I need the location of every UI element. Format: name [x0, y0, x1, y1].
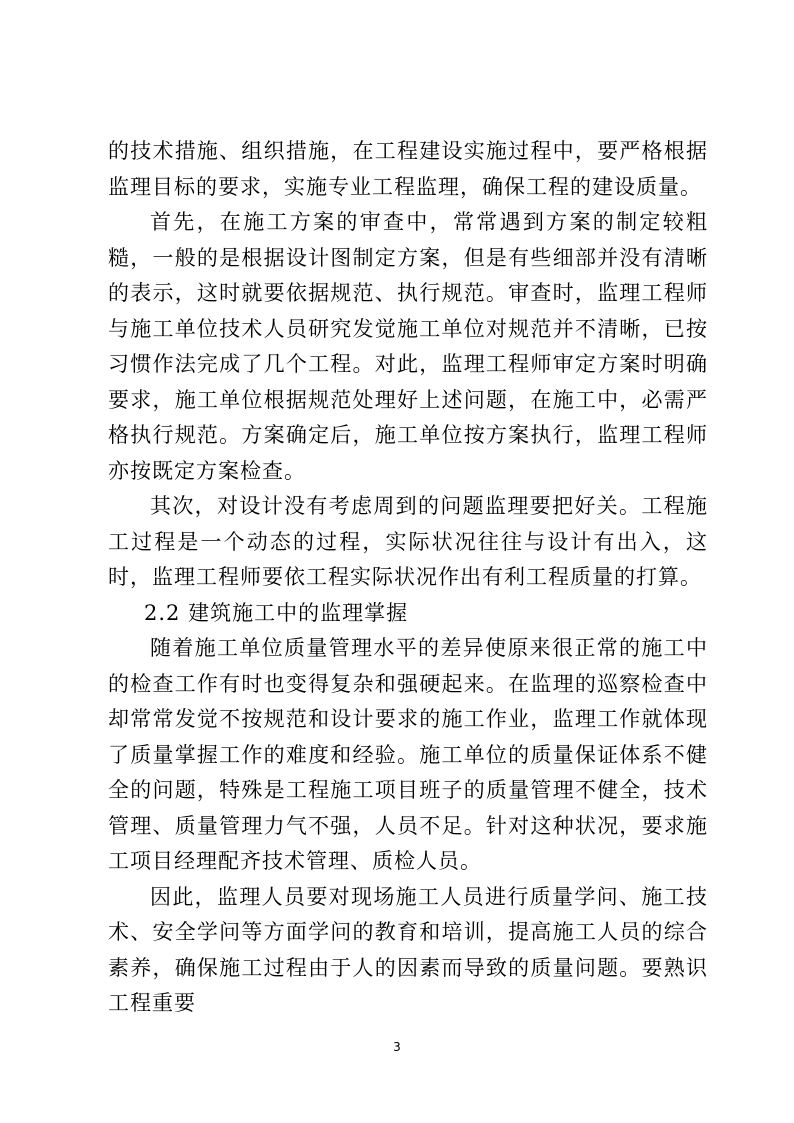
paragraph-construction-plan-review: 首先，在施工方案的审查中，常常遇到方案的制定较粗糙，一般的是根据设计图制定方案，但是有些细部并没有清晰的表示，这时就要依据规范、执行规范。审查时，监理工程师与施工单位技术人员研究发觉施工单位对规范并不清晰，已按习惯作法完成了几个工程。对此，监理工程师审定方案时明确要求，施工单位根据规范处理好上述问题，在施工中，必需严格执行规范。方案确定后，施工单位按方案执行，监理工程师亦按既定方案检查。	[108, 210, 708, 483]
paragraph-training: 因此，监理人员要对现场施工人员进行质量学问、施工技术、安全学问等方面学问的教育和培训，提高施工人员的综合素养，确保施工过程由于人的因素而导致的质量问题。要熟识工程重要	[108, 884, 708, 1015]
paragraph-supervision-control: 随着施工单位质量管理水平的差异使原来很正常的施工中的检查工作有时也变得复杂和强硬起来。在监理的巡察检查中却常常发觉不按规范和设计要求的施工作业，监理工作就体现了质量掌握工作的难度和经验。施工单位的质量保证体系不健全的问题，特殊是工程施工项目班子的质量管理不健全，技术管理、质量管理力气不强，人员不足。针对这种状况，要求施工项目经理配齐技术管理、质检人员。	[108, 636, 708, 873]
page-number: 3	[393, 1040, 401, 1054]
body-text	[108, 134, 708, 1022]
section-heading: 2.2 建筑施工中的监理掌握	[144, 600, 409, 625]
paragraph-design-oversight: 其次，对设计没有考虑周到的问题监理要把好关。工程施工过程是一个动态的过程，实际状况往往与设计有出入，这时，监理工程师要依工程实际状况作出有利工程质量的打算。	[108, 494, 708, 589]
paragraph-continuation: 的技术措施、组织措施，在工程建设实施过程中，要严格根据监理目标的要求，实施专业工程监理，确保工程的建设质量。	[108, 139, 708, 199]
